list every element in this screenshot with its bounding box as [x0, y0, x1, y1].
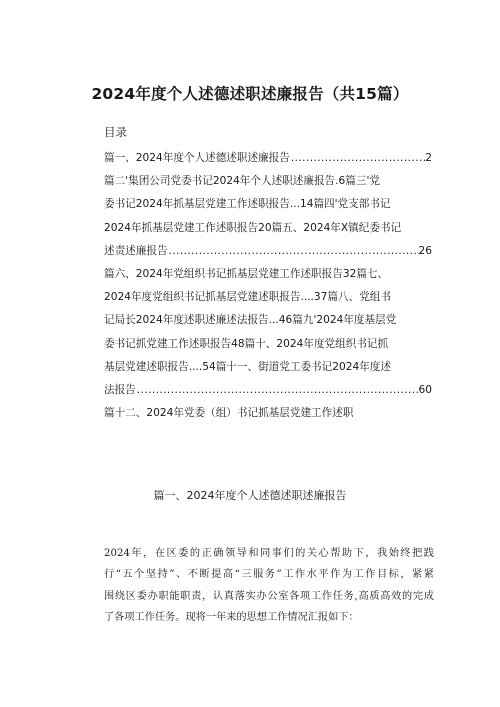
toc-entry[interactable] [104, 379, 432, 402]
toc-entry-text: 委书记2024年抓基层党建工作述职报告...14篇四'党支部书记 [104, 198, 391, 211]
toc-leader-dots [136, 379, 419, 402]
toc-entry-text: 篇六、2024年党组织书记抓基层党建工作述职报告32篇七、 [104, 267, 389, 280]
body-line: 了各项工作任务。现将一年来的思想工作情况汇报如下： [104, 612, 359, 624]
toc-entry[interactable] [104, 217, 432, 240]
toc-entry-text: 篇一、2024年度个人述德述职述廉报告 [104, 152, 290, 164]
toc-entry[interactable] [104, 170, 432, 193]
body-paragraph [104, 543, 434, 629]
document-title: 2024年度个人述德述职述廉报告（共15篇） [91, 85, 409, 103]
body-line: 围绕区委办职能职责，认真落实办公室各项工作任务,高质高效的完成 [104, 590, 434, 602]
toc-entry[interactable] [104, 263, 432, 286]
table-of-contents [104, 147, 432, 425]
toc-entry-text: 基层党建述职报告....54篇十一、街道党工委书记2024年度述 [104, 360, 391, 373]
toc-entry[interactable] [104, 240, 432, 263]
toc-leader-dots [168, 240, 419, 263]
toc-entry[interactable] [104, 193, 432, 216]
body-line: 行“五个坚持”、不断提高“三服务”工作水平作为工作目标，紧紧 [104, 569, 434, 581]
toc-entry[interactable] [104, 286, 432, 309]
toc-entry-text: 述责述廉报告 [104, 244, 168, 257]
toc-leader-dots [290, 147, 425, 170]
toc-entry-text: 委书记抓党建工作述职报告48篇十、2024年度党组织书记抓 [104, 337, 389, 350]
toc-page-number: 26 [418, 244, 432, 257]
toc-entry[interactable] [104, 147, 432, 170]
toc-entry[interactable] [104, 333, 432, 356]
toc-entry[interactable] [104, 356, 432, 379]
toc-entry[interactable] [104, 402, 432, 425]
toc-heading: 目录 [104, 125, 127, 139]
toc-entry-text: 记局长2024年度述职述廉述法报告...46篇九'2024年度基层党 [104, 314, 397, 327]
toc-page-number: 2 [425, 152, 432, 164]
toc-entry-text: 法报告 [104, 383, 136, 396]
toc-entry-text: 2024年抓基层党建工作述职报告20篇五、2024年X镇纪委书记 [104, 221, 402, 234]
toc-entry-text: 篇十二、2024年党委（组）书记抓基层党建工作述职 [104, 407, 354, 420]
body-line: 2024年，在区委的正确领导和同事们的关心帮助下，我始终把践 [104, 548, 434, 559]
toc-entry-text: 篇二'集团公司党委书记2024年个人述职述廉报告.6篇三'党 [104, 175, 380, 188]
toc-entry[interactable] [104, 309, 432, 332]
toc-page-number: 60 [418, 383, 432, 396]
section-title: 篇一、2024年度个人述德述职述廉报告 [153, 489, 347, 502]
toc-entry-text: 2024年度党组织书记抓基层党建述职报告....37篇八、党组书 [104, 291, 391, 304]
